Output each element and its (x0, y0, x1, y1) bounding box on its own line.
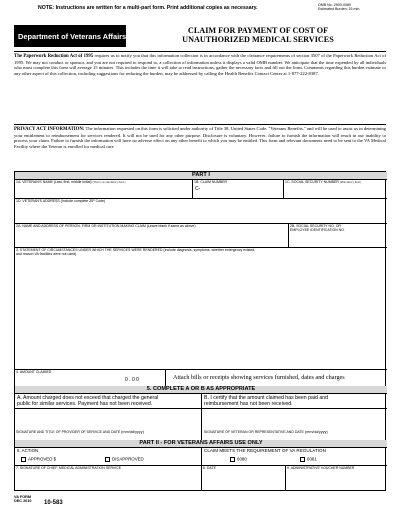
regulation-label: CLAIM MEETS THE REQUIREMENT OF VA REGULATION (204, 448, 326, 453)
omb-info (318, 3, 360, 11)
claimant-name-address-label: 2A. NAME AND ADDRESS OF PERSON, FIRM OR INSTITUTION MAKING CLAIM (Leave blank if same as above) (16, 224, 196, 228)
form-title (130, 26, 386, 44)
claimant-id-field[interactable] (290, 234, 385, 246)
veteran-signature-label: SIGNATURE OF VETERAN OR REPRESENTATIVE AND DATE (mm/dd/yyyy) (204, 430, 328, 434)
form-header (14, 25, 386, 49)
ssn-label: 1C. SOCIAL SECURITY NUMBER (Mandatory field) (285, 180, 361, 184)
claim-form (14, 171, 386, 491)
ssn-field[interactable] (285, 185, 385, 197)
form-note: NOTE: Instructions are written for a multi-part form. Print additional copies as necessary. (38, 5, 258, 11)
statement-field[interactable] (16, 258, 384, 368)
regulation-6080-checkbox[interactable] (230, 457, 235, 462)
privacy-heading: PRIVACY ACT INFORMATION: (14, 127, 85, 132)
claimant-name-address-field[interactable] (16, 229, 286, 247)
disapproved-option[interactable]: DISAPPROVED (105, 457, 144, 462)
action-label: 6. ACTION (17, 448, 39, 453)
claim-number-field[interactable]: C- (195, 186, 201, 192)
regulation-6081-option[interactable]: 6081 (300, 457, 317, 462)
veteran-address-field[interactable] (16, 204, 384, 222)
voucher-number-label: 9. ADMINISTRATIVE VOUCHER NUMBER (287, 466, 355, 470)
paperwork-heading: The Paperwork Reduction Act of 1995 (14, 54, 94, 59)
date-field[interactable] (203, 471, 283, 490)
agency-name: Department of Veterans Affairs (18, 31, 127, 41)
claimant-id-label: 2B. SOCIAL SECURITY NO. OR EMPLOYEE IDENTIFICATION NO. (290, 224, 345, 232)
chief-signature-field[interactable] (16, 471, 199, 490)
approved-checkbox[interactable] (21, 457, 26, 462)
regulation-6080-option[interactable]: 6080 (230, 457, 247, 462)
form-number: 10-583 (44, 500, 63, 506)
attach-bills-note: Attach bills or receipts showing services furnished, dates and charges (173, 374, 345, 381)
voucher-number-field[interactable] (287, 471, 385, 490)
amount-claimed-field[interactable]: 0 . 0 0 (125, 377, 139, 383)
veteran-address-label: 1D. VETERAN'S ADDRESS (Include complete ZIP Code) (16, 199, 106, 203)
veteran-signature-field[interactable] (203, 410, 385, 426)
form-title-line1: CLAIM FOR PAYMENT OF COST OF (187, 26, 329, 35)
provider-signature-field[interactable] (16, 410, 200, 426)
paperwork-notice (14, 51, 386, 77)
date-label: 8. DATE (203, 466, 216, 470)
claim-number-label: 1B. CLAIM NUMBER (194, 180, 228, 184)
paperwork-body: requires us to notify you that this information collection is in accordance with the clearance requirements of section 3507 of the Paperwork Reduction Act of 1995. We may not conduct or sponsor, and you are not required to respond to, a collection of information unless it displays a valid OMB number. We anticipate that the time expended by all individuals who must complete this form will average 15 minutes. This includes the time it will take to read instructions, gather the necessary facts and fill out the form. Comments regarding this burden estimate or any other aspect of this collection, including suggestions for reducing the burden, may be addressed by calling the Health Benefits Contact Center at 1-877-222-8387. (14, 53, 386, 77)
option-a-text: A. Amount charged does not exceed that charged the general public for similar services. Payment has not been received. (17, 395, 159, 407)
chief-signature-label: 7. SIGNATURE OF CHIEF, MEDICAL ADMINISTRATION SERVICE (16, 466, 122, 470)
estimated-burden: Estimated Burden: 15 min. (318, 7, 361, 12)
form-footer (14, 495, 32, 504)
footer-form-date: DEC 2010 (14, 499, 32, 504)
veteran-name-label: 1A. VETERAN'S NAME (Last, first, middle initial) (This is a mandatory field.) (16, 180, 126, 184)
regulation-6081-checkbox[interactable] (300, 457, 305, 462)
section5-header: 5. COMPLETE A OR B AS APPROPRIATE (15, 386, 387, 393)
disapproved-checkbox[interactable] (105, 457, 110, 462)
footer-form-label: VA FORM (14, 495, 32, 499)
part1-header: PART I (15, 172, 387, 179)
approved-option[interactable]: APPROVED $ (21, 457, 56, 462)
va-logo (14, 25, 126, 47)
statement-label: 3. STATEMENT OF CIRCUMSTANCES UNDER WHICH THE SERVICES WERE RENDERED (Include diagnosis, symptoms, whether emergency existed, and reason VA facilities were not used) (16, 248, 256, 256)
privacy-notice (14, 124, 386, 150)
veteran-name-field[interactable] (16, 185, 191, 197)
amount-claimed-label: 4. AMOUNT CLAIMED (16, 370, 52, 374)
option-b-text: B. I certify that the amount claimed has been paid and reimbursement has not been received. (204, 395, 328, 407)
omb-number: OMB No. 2900-0080 (318, 3, 351, 7)
form-title-line2: UNAUTHORIZED MEDICAL SERVICES (182, 35, 334, 44)
provider-signature-label: SIGNATURE AND TITLE OF PROVIDER OF SERVICE AND DATE (mm/dd/yyyy) (16, 430, 144, 434)
privacy-body: The information requested on this form is solicited under authority of Title 38, United States Code, "Veterans Benefits," and will be used to assist us in determining your entitlement to reimbursement for services rendered. It will not be used for any other purpose. Disclosure is voluntary. However, failure to furnish the information will result in our inability to process your claim. Failure to furnish the information will have no adverse effect on any other benefit to which you may be entitled. This form and relevant documents need to be sent to the VA Medical Facility where the Veteran is enrolled for medical care. (14, 126, 386, 150)
part2-header: PART II - FOR VETERANS AFFAIRS USE ONLY (15, 440, 387, 447)
